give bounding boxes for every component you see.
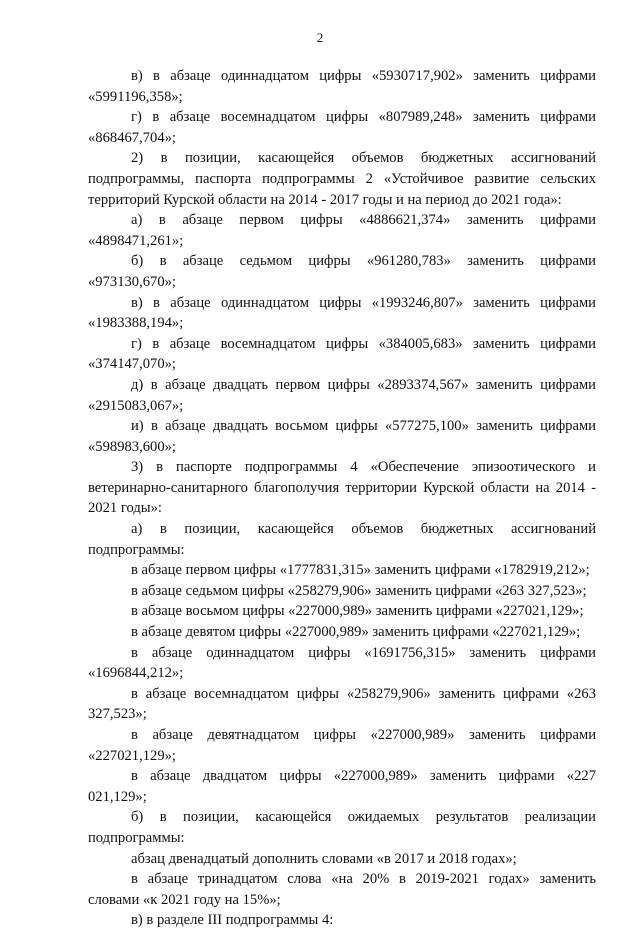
paragraph: в абзаце двадцатом цифры «227000,989» заменить цифрами «227 021,129»; <box>88 768 596 805</box>
paragraph: г) в абзаце восемнадцатом цифры «807989,248» заменить цифрами «868467,704»; <box>88 109 596 146</box>
paragraph: в абзаце одиннадцатом цифры «1691756,315» заменить цифрами «1696844,212»; <box>88 644 596 682</box>
paragraph: и) в абзаце двадцать восьмом цифры «577275,100» заменить цифрами «598983,600»; <box>88 418 596 455</box>
paragraph: 2) в позиции, касающейся объемов бюджетных ассигнований подпрограммы, паспорта подпрограммы 2 «Устойчивое развитие сельских территорий Курской области на 2014 - 2017 годы и на период до 2021 года»: <box>88 150 596 208</box>
page-number: 2 <box>316 30 324 45</box>
paragraph: г) в абзаце восемнадцатом цифры «384005,683» заменить цифрами «374147,070»; <box>88 335 596 373</box>
paragraph: б) в позиции, касающейся ожидаемых результатов реализации подпрограммы: <box>88 809 596 846</box>
paragraph: д) в абзаце двадцать первом цифры «2893374,567» заменить цифрами «2915083,067»; <box>88 376 596 414</box>
paragraph: в абзаце седьмом цифры «258279,906» заменить цифрами «263 327,523»; <box>131 582 587 599</box>
paragraph: а) в абзаце первом цифры «4886621,374» заменить цифрами «4898471,261»; <box>88 212 596 249</box>
paragraph: в) в абзаце одиннадцатом цифры «5930717,902» заменить цифрами «5991196,358»; <box>88 68 596 105</box>
paragraph: в) в разделе III подпрограммы 4: <box>131 912 334 929</box>
paragraph: абзац двенадцатый дополнить словами «в 2017 и 2018 годах»; <box>131 850 517 867</box>
paragraph: в абзаце тринадцатом слова «на 20% в 2019-2021 годах» заменить словами «к 2021 году на 15%»; <box>88 871 596 908</box>
paragraph: 3) в паспорте подпрограммы 4 «Обеспечение эпизоотического и ветеринарно-санитарного благополучия территории Курской области на 2014 - 2021 годы»: <box>88 459 596 517</box>
paragraph: в) в абзаце одиннадцатом цифры «1993246,807» заменить цифрами «1983388,194»; <box>88 294 596 332</box>
document-body <box>88 66 596 931</box>
paragraph: б) в абзаце седьмом цифры «961280,783» заменить цифрами «973130,670»; <box>88 253 596 290</box>
paragraph: в абзаце девятнадцатом цифры «227000,989» заменить цифрами «227021,129»; <box>88 727 596 764</box>
paragraph: а) в позиции, касающейся объемов бюджетных ассигнований подпрограммы: <box>88 521 596 558</box>
paragraph: в абзаце первом цифры «1777831,315» заменить цифрами «1782919,212»; <box>131 562 590 579</box>
paragraph: в абзаце восемнадцатом цифры «258279,906» заменить цифрами «263 327,523»; <box>88 685 596 723</box>
paragraph: в абзаце восьмом цифры «227000,989» заменить цифрами «227021,129»; <box>131 603 584 620</box>
paragraph: в абзаце девятом цифры «227000,989» заменить цифрами «227021,129»; <box>131 624 581 641</box>
